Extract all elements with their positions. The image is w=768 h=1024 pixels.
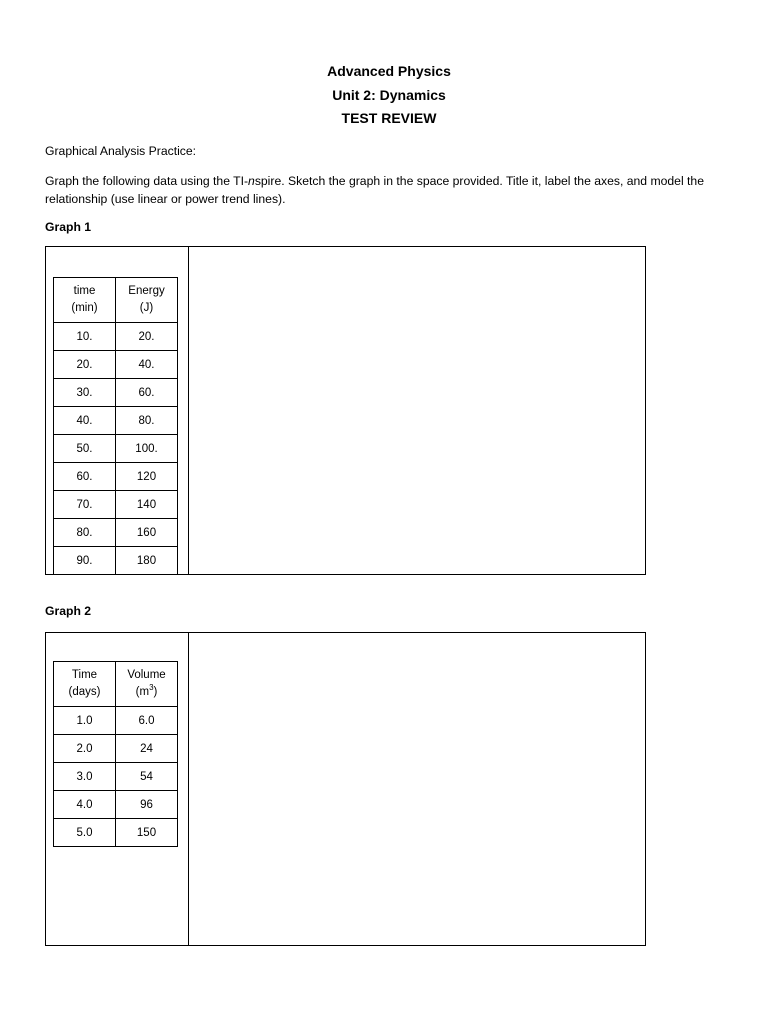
- unit-title: Unit 2: Dynamics: [332, 86, 446, 103]
- table-cell: 40.: [54, 407, 116, 435]
- table-header-row: [54, 662, 178, 707]
- graph1-divider: [188, 247, 189, 574]
- table-cell: 20.: [54, 351, 116, 379]
- table-cell: 60.: [54, 463, 116, 491]
- table-cell: 60.: [116, 379, 178, 407]
- table-cell: 20.: [116, 323, 178, 351]
- graph1-label: Graph 1: [45, 220, 92, 234]
- table-row: [54, 407, 178, 435]
- table-cell: 10.: [54, 323, 116, 351]
- course-title: Advanced Physics: [327, 63, 451, 79]
- table-cell: 30.: [54, 379, 116, 407]
- graph1-box: [45, 246, 646, 575]
- table-row: [54, 763, 178, 791]
- table-cell: 1.0: [54, 707, 116, 735]
- table-row: [54, 547, 178, 575]
- table-cell: 5.0: [54, 819, 116, 847]
- table-row: [54, 463, 178, 491]
- table-cell: 100.: [116, 435, 178, 463]
- graph2-box: [45, 632, 646, 946]
- instructions-paragraph: [45, 172, 745, 208]
- table-cell: 70.: [54, 491, 116, 519]
- table-row: [54, 435, 178, 463]
- table-cell: 120: [116, 463, 178, 491]
- instructions-text-post: spire. Sketch the graph in the space provided. Title it, label the axes, and model the relationship (use linear or power trend lines).: [45, 174, 704, 206]
- table-cell: 2.0: [54, 735, 116, 763]
- table-row: [54, 491, 178, 519]
- test-review-title: TEST REVIEW: [341, 110, 437, 126]
- table-cell: 24: [116, 735, 178, 763]
- table-header-time: time (min): [54, 278, 116, 323]
- graph1-data-table: [53, 277, 178, 575]
- section-subtitle: Graphical Analysis Practice:: [45, 144, 197, 158]
- table-row: [54, 379, 178, 407]
- table-cell: 180: [116, 547, 178, 575]
- document-header: [0, 60, 768, 131]
- table-cell: 54: [116, 763, 178, 791]
- table-cell: 80.: [54, 519, 116, 547]
- table-row: [54, 819, 178, 847]
- graph2-data-table: [53, 661, 178, 847]
- table-cell: 3.0: [54, 763, 116, 791]
- table-row: [54, 735, 178, 763]
- table-cell: 50.: [54, 435, 116, 463]
- table-cell: 140: [116, 491, 178, 519]
- graph2-label: Graph 2: [45, 604, 92, 618]
- table-header-row: [54, 278, 178, 323]
- table-cell: 150: [116, 819, 178, 847]
- instructions-text-italic: n: [248, 174, 255, 188]
- table-header-energy: Energy (J): [116, 278, 178, 323]
- table-cell: 40.: [116, 351, 178, 379]
- graph2-divider: [188, 633, 189, 945]
- table-cell: 96: [116, 791, 178, 819]
- table-cell: 90.: [54, 547, 116, 575]
- table-row: [54, 351, 178, 379]
- instructions-text-pre: Graph the following data using the TI-: [45, 174, 249, 188]
- table-header-volume: Volume $(m^3)$: [116, 662, 178, 707]
- table-row: [54, 519, 178, 547]
- table-row: [54, 791, 178, 819]
- table-row: [54, 323, 178, 351]
- table-cell: 4.0: [54, 791, 116, 819]
- table-header-time: Time (days): [54, 662, 116, 707]
- table-cell: 80.: [116, 407, 178, 435]
- table-cell: 160: [116, 519, 178, 547]
- table-row: [54, 707, 178, 735]
- table-cell: 6.0: [116, 707, 178, 735]
